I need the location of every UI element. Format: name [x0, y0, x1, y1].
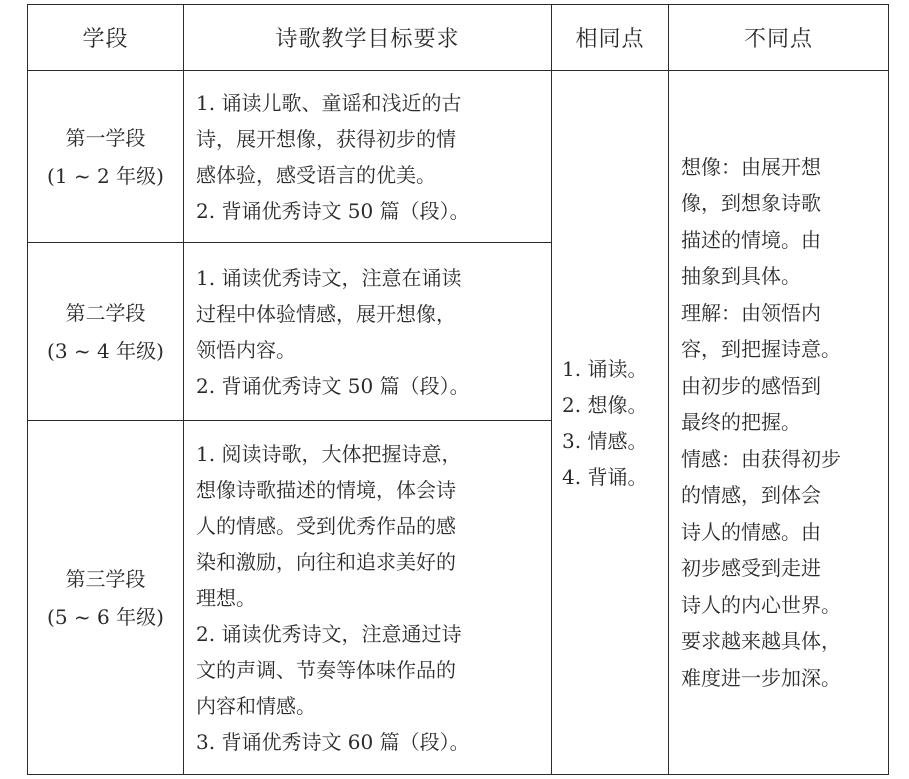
stage-cell — [28, 71, 184, 243]
goal-line: 想像诗歌描述的情境，体会诗 — [196, 477, 456, 502]
header-row — [28, 5, 889, 71]
goal-line: 过程中体验情感，展开想像， — [196, 301, 456, 326]
stage-grade: (5 ~ 6 年级) — [47, 604, 164, 629]
difference-line: 理解：由领悟内 — [681, 300, 821, 325]
difference-line: 最终的把握。 — [681, 410, 801, 435]
stage-cell — [28, 243, 184, 421]
goal-line: 内容和情感。 — [196, 693, 316, 718]
stage-name: 第二学段 — [65, 300, 146, 325]
difference-line: 想像：由展开想 — [681, 154, 821, 179]
difference-line: 要求越来越具体， — [681, 629, 841, 654]
differences-cell — [669, 71, 889, 775]
goal-line: 文的声调、节奏等体味作品的 — [196, 657, 456, 682]
header-goals: 诗歌教学目标要求 — [184, 5, 552, 71]
goal-line: 感体验，感受语言的优美。 — [196, 162, 436, 187]
stage-cell — [28, 421, 184, 775]
goal-line: 理想。 — [196, 585, 256, 610]
difference-line: 的情感，到体会 — [681, 483, 821, 508]
goal-line: 3. 背诵优秀诗文 60 篇（段）。 — [196, 729, 470, 754]
goal-cell — [184, 243, 552, 421]
stage-grade: (1 ~ 2 年级) — [47, 163, 164, 188]
difference-line: 初步感受到走进 — [681, 556, 821, 581]
goal-cell — [184, 71, 552, 243]
goal-line: 领悟内容。 — [196, 337, 296, 362]
difference-line: 由初步的感悟到 — [681, 373, 821, 398]
similarities-cell — [552, 71, 669, 775]
difference-line: 情感：由获得初步 — [681, 446, 841, 471]
difference-line: 抽象到具体。 — [681, 264, 801, 289]
stage-name: 第一学段 — [65, 125, 146, 150]
similarity-item: 4. 背诵。 — [562, 464, 648, 489]
goal-line: 1. 阅读诗歌，大体把握诗意， — [196, 441, 462, 466]
goal-line: 人的情感。受到优秀作品的感 — [196, 513, 456, 538]
difference-line: 诗人的情感。由 — [681, 519, 821, 544]
similarity-item: 2. 想像。 — [562, 392, 648, 417]
similarity-item: 3. 情感。 — [562, 428, 648, 453]
difference-line: 难度进一步加深。 — [681, 665, 841, 690]
goal-line: 2. 背诵优秀诗文 50 篇（段）。 — [196, 198, 470, 223]
goal-line: 1. 诵读儿歌、童谣和浅近的古 — [196, 90, 462, 115]
difference-line: 像，到想象诗歌 — [681, 191, 821, 216]
goal-line: 2. 诵读优秀诗文，注意通过诗 — [196, 621, 462, 646]
stage-grade: (3 ~ 4 年级) — [47, 338, 164, 363]
header-similarities: 相同点 — [552, 5, 669, 71]
goal-line: 诗，展开想像，获得初步的情 — [196, 126, 456, 151]
difference-line: 诗人的内心世界。 — [681, 592, 841, 617]
poetry-teaching-table — [27, 4, 889, 775]
stage-name: 第三学段 — [65, 566, 146, 591]
similarity-item: 1. 诵读。 — [562, 356, 648, 381]
goal-cell — [184, 421, 552, 775]
difference-line: 容，到把握诗意。 — [681, 337, 841, 362]
goal-line: 染和激励，向往和追求美好的 — [196, 549, 456, 574]
goal-line: 2. 背诵优秀诗文 50 篇（段）。 — [196, 373, 470, 398]
difference-line: 描述的情境。由 — [681, 227, 821, 252]
header-stage: 学段 — [28, 5, 184, 71]
table-row — [28, 71, 889, 243]
header-differences: 不同点 — [669, 5, 889, 71]
goal-line: 1. 诵读优秀诗文，注意在诵读 — [196, 265, 462, 290]
